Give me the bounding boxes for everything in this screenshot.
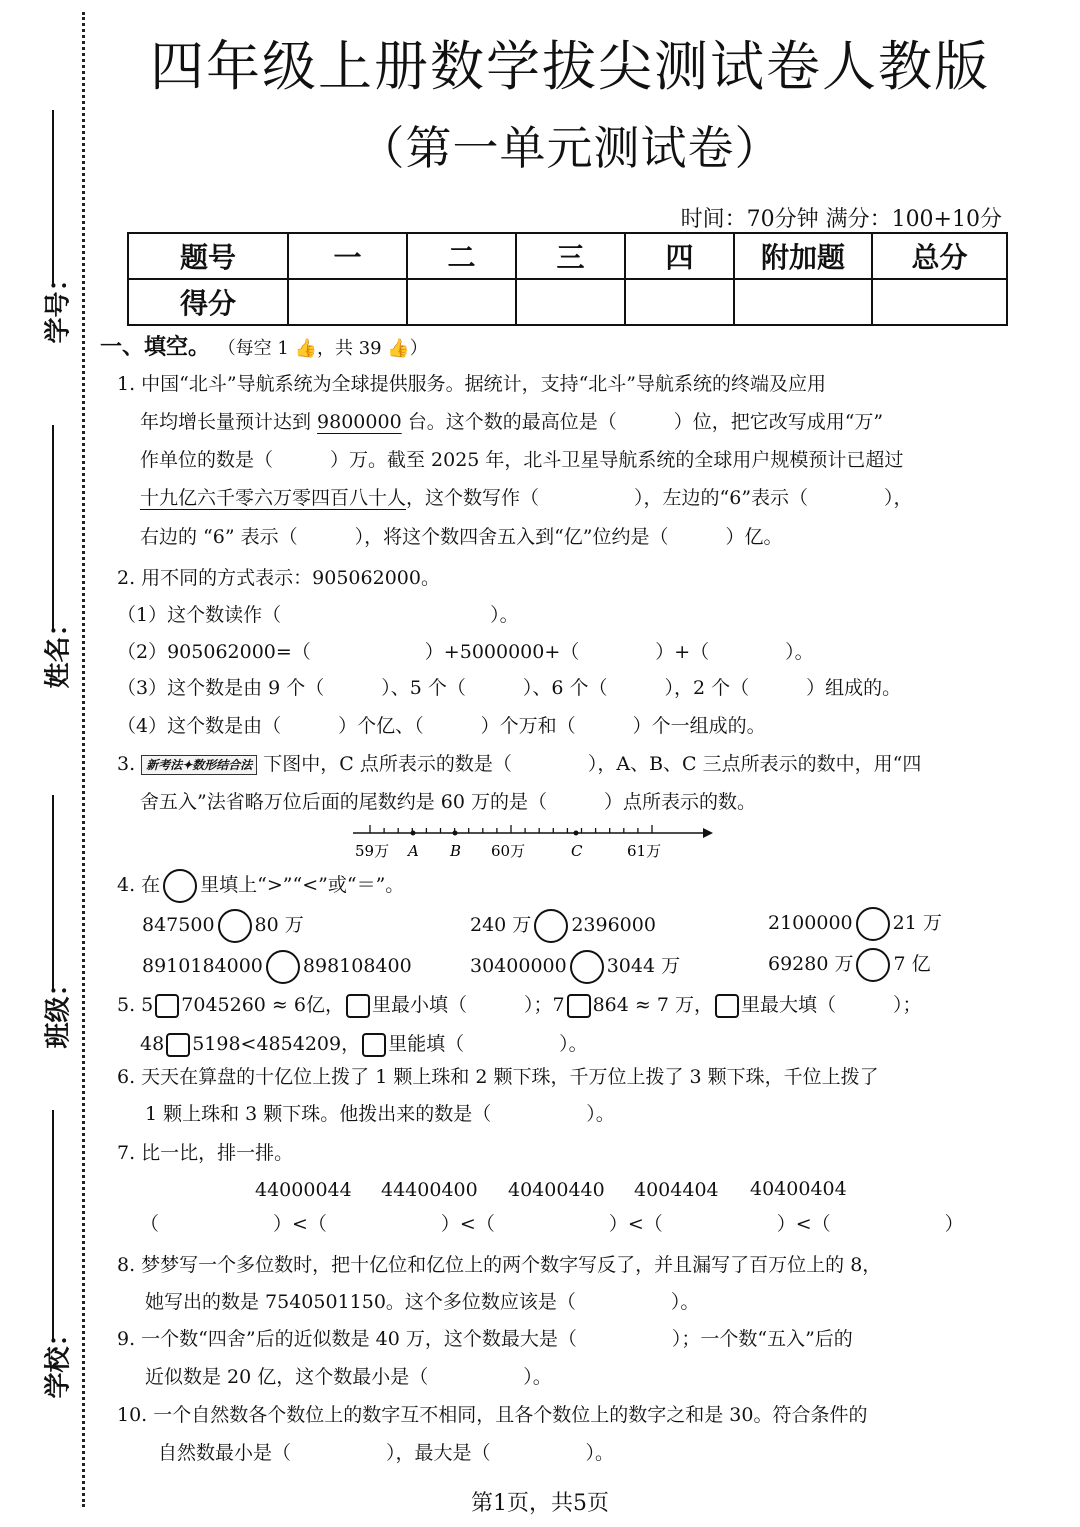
name-label: 姓名：	[43, 610, 74, 689]
side-field-school	[20, 1110, 80, 1410]
q1-underlined-number: 9800000	[317, 411, 402, 433]
q1-line-2	[140, 403, 883, 441]
q4-right: 21 万	[892, 912, 942, 934]
section-note: （每空 1 👍，共 39 👍）	[217, 338, 428, 359]
q4-left: 8910184000	[142, 955, 263, 977]
q7-number: 4004404	[634, 1179, 719, 1201]
answer-box[interactable]	[166, 1033, 190, 1057]
q4-right: 3044 万	[606, 955, 681, 977]
q2-line-4: （3）这个数是由 9 个（ ）、5 个（ ）、6 个（ ），2 个（ ）组成的。	[117, 677, 902, 699]
q7-number: 44000044	[255, 1179, 352, 1201]
q4-right: 80 万	[254, 914, 304, 936]
box-symbol	[346, 994, 370, 1018]
number-line-arrow-icon	[703, 828, 713, 838]
q2-line-5: （4）这个数是由（ ）个亿、（ ）个万和（ ）个一组成的。	[117, 715, 766, 737]
q2-line-2: （1）这个数读作（ ）。	[117, 604, 519, 626]
q9-line-1: 9. 一个数“四舍”后的近似数是 40 万，这个数最大是（ ）；一个数“五入”后的	[117, 1328, 853, 1350]
score-cell[interactable]	[407, 279, 516, 325]
q4-left: 69280 万	[768, 953, 854, 975]
q3-number: 3.	[117, 753, 136, 775]
q5-text: 5. 5	[117, 994, 154, 1016]
score-cell[interactable]	[872, 279, 1007, 325]
q1-line-1: 1. 中国“北斗”导航系统为全球提供服务。据统计，支持“北斗”导航系统的终端及应用	[117, 373, 827, 395]
q8-line-1: 8. 梦梦写一个多位数时，把十亿位和亿位上的两个数字写反了，并且漏写了百万位上的 8，	[117, 1254, 882, 1276]
score-header-cell: 一	[288, 233, 407, 279]
q1-line-5: 右边的 “6” 表示（ ），将这个数四舍五入到“亿”位约是（ ）亿。	[140, 526, 783, 548]
point-a-dot	[411, 831, 416, 836]
q5-line-1	[117, 986, 922, 1024]
q4-left: 847500	[142, 914, 215, 936]
answer-circle[interactable]	[856, 907, 890, 941]
point-b-dot	[453, 831, 458, 836]
q5-text: 里最大填（ ）；	[740, 994, 922, 1016]
q5-text: 里最小填（ ）；7	[371, 994, 565, 1016]
point-b-label: B	[450, 842, 462, 860]
score-header-cell: 附加题	[734, 233, 872, 279]
q9-line-2: 近似数是 20 亿，这个数最小是（ ）。	[145, 1366, 552, 1388]
q3-text: 下图中，C 点所表示的数是（ ），A、B、C 三点所表示的数中，用“四	[263, 753, 922, 775]
score-header-cell: 四	[625, 233, 734, 279]
q7-line-1: 7. 比一比，排一排。	[117, 1142, 294, 1164]
q5-text: 48	[140, 1033, 165, 1055]
tick-label-61wan: 61万	[627, 842, 662, 860]
q7-number: 40400404	[750, 1178, 847, 1200]
q4-item	[470, 947, 680, 985]
page-subtitle: （第一单元测试卷）	[358, 121, 782, 175]
compare-circle	[163, 869, 197, 903]
q1-text: 年均增长量预计达到	[140, 411, 318, 433]
page-footer: 第1页，共5页	[471, 1491, 609, 1516]
school-label: 学校：	[43, 1320, 74, 1399]
q7-number: 40400440	[508, 1179, 605, 1201]
page-title: 四年级上册数学拔尖测试卷人教版	[150, 35, 990, 98]
q10-line-2: 自然数最小是（ ），最大是（ ）。	[158, 1442, 615, 1464]
score-header-cell: 二	[407, 233, 516, 279]
answer-box[interactable]	[567, 994, 591, 1018]
section-title: 一、填空。	[100, 335, 211, 360]
q2-line-1: 2. 用不同的方式表示：905062000。	[117, 567, 440, 589]
answer-circle[interactable]	[856, 948, 890, 982]
point-a-label: A	[408, 842, 419, 860]
q6-line-2: 1 颗上珠和 3 颗下珠。他拨出来的数是（ ）。	[145, 1103, 615, 1125]
q4-right: 898108400	[302, 955, 412, 977]
point-c-label: C	[571, 842, 583, 860]
answer-circle[interactable]	[266, 950, 300, 984]
number-line-figure	[345, 818, 725, 868]
answer-box[interactable]	[155, 994, 179, 1018]
side-field-name	[20, 425, 80, 695]
q10-line-1: 10. 一个自然数各个数位上的数字互不相同，且各个数位上的数字之和是 30。符合条件的	[117, 1404, 868, 1426]
score-row-label: 得分	[128, 279, 288, 325]
tick-label-59wan: 59万	[355, 842, 390, 860]
score-table-score-row	[128, 279, 1007, 325]
q3-line-1	[117, 745, 921, 783]
name-blank-line	[52, 425, 54, 630]
q2-line-3: （2）905062000=（ ）+5000000+（ ）+（ ）。	[117, 641, 814, 663]
score-table	[127, 232, 1008, 326]
q3-line-2: 舍五入”法省略万位后面的尾数约是 60 万的是（ ）点所表示的数。	[140, 791, 756, 813]
q4-item	[768, 904, 942, 942]
q1-text: ，这个数写作（ ），左边的“6”表示（ ），	[406, 487, 913, 509]
score-header-cell: 总分	[872, 233, 1007, 279]
q7-answer-line: （ ）<（ ）<（ ）<（ ）<（ ）	[140, 1213, 964, 1235]
score-cell[interactable]	[516, 279, 625, 325]
q4-text: 里填上“>”“<”或“＝”。	[200, 874, 405, 896]
q8-line-2: 她写出的数是 7540501150。这个多位数应该是（ ）。	[145, 1291, 700, 1313]
q4-item	[470, 906, 656, 944]
score-cell[interactable]	[734, 279, 872, 325]
side-field-student-id	[20, 110, 80, 350]
q4-item	[142, 906, 304, 944]
q7-number: 44400400	[381, 1179, 478, 1201]
q4-left: 2100000	[768, 912, 853, 934]
box-symbol	[715, 994, 739, 1018]
school-blank-line	[52, 1110, 54, 1340]
q5-text: 5198<4854209，	[192, 1033, 361, 1055]
q5-text: 7045260 ≈ 6亿，	[181, 994, 344, 1016]
binding-dashed-line	[82, 12, 85, 1507]
score-cell[interactable]	[625, 279, 734, 325]
time-info: 时间：70分钟 满分：100+10分	[680, 207, 1002, 232]
q6-line-1: 6. 天天在算盘的十亿位上拨了 1 颗上珠和 2 颗下珠，千万位上拨了 3 颗下珠，千位上拨了	[117, 1066, 879, 1088]
answer-circle[interactable]	[570, 950, 604, 984]
q4-right: 7 亿	[893, 953, 931, 975]
class-blank-line	[52, 795, 54, 990]
answer-circle[interactable]	[534, 909, 568, 943]
score-cell[interactable]	[288, 279, 407, 325]
student-id-blank-line	[52, 110, 54, 285]
q3-method-tag: 新考法✦数形结合法	[141, 755, 257, 775]
q4-line-1	[117, 866, 404, 904]
score-table-header-row	[128, 233, 1007, 279]
class-label: 班级：	[43, 970, 74, 1049]
q1-text: 台。这个数的最高位是（ ）位，把它改写成用“万”	[401, 411, 884, 433]
tick-label-60wan: 60万	[491, 842, 526, 860]
q4-text: 4. 在	[117, 874, 161, 896]
q4-item	[768, 945, 931, 983]
side-field-class	[20, 795, 80, 1065]
q4-item	[142, 947, 412, 985]
student-id-label: 学号：	[43, 265, 74, 344]
answer-circle[interactable]	[218, 909, 252, 943]
q4-left: 30400000	[470, 955, 567, 977]
score-header-cell: 三	[516, 233, 625, 279]
box-symbol	[362, 1033, 386, 1057]
q1-underlined-words: 十九亿六千零六万零四百八十人	[140, 487, 407, 509]
q4-right: 2396000	[571, 914, 656, 936]
q1-line-4	[140, 479, 913, 517]
point-c-dot	[574, 831, 579, 836]
section-heading	[100, 330, 428, 361]
q5-text: 864 ≈ 7 万，	[592, 994, 713, 1016]
q1-line-3: 作单位的数是（ ）万。截至 2025 年，北斗卫星导航系统的全球用户规模预计已超过	[140, 449, 904, 471]
q4-left: 240 万	[470, 914, 532, 936]
score-header-cell: 题号	[128, 233, 288, 279]
q5-text: 里能填（ ）。	[388, 1033, 588, 1055]
